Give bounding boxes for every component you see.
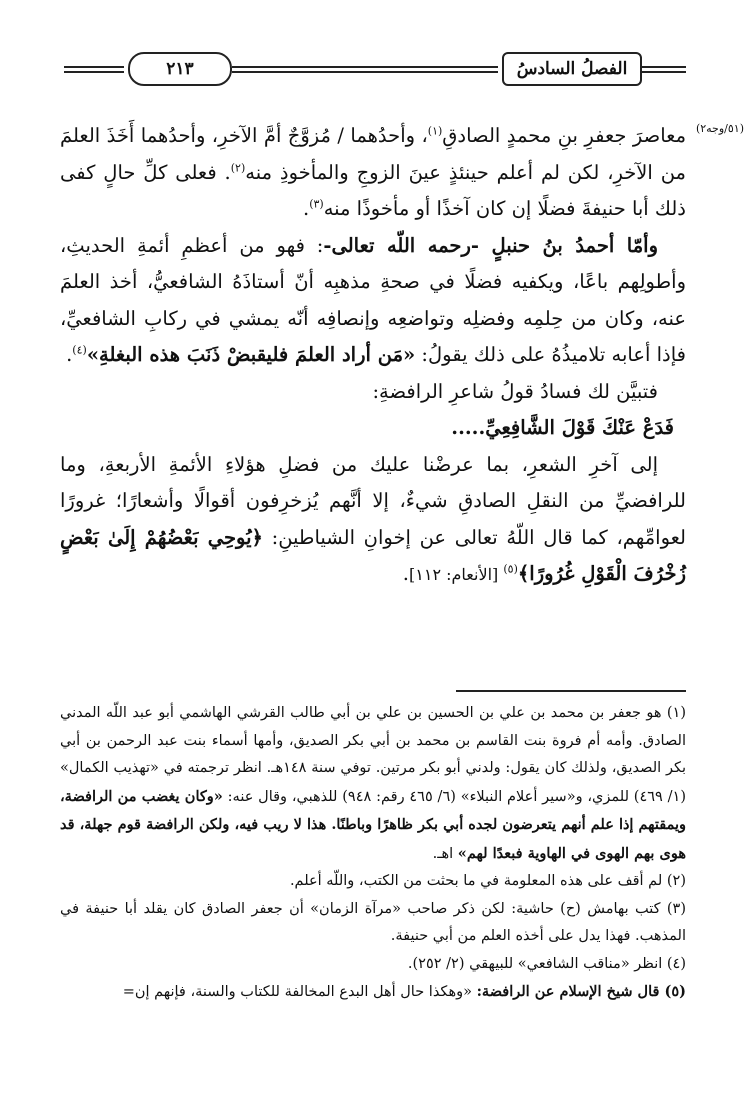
main-text [60, 118, 686, 594]
paragraph [60, 118, 686, 228]
footnote [60, 700, 686, 868]
page-header [64, 52, 686, 92]
text-run: معاصرَ جعفرِ بنِ محمدٍ الصادقِ [442, 124, 687, 147]
header-rule [232, 66, 498, 68]
footnotes [60, 700, 686, 1007]
footnote [60, 978, 686, 1007]
header-rule [64, 71, 124, 73]
header-rule [64, 66, 124, 68]
quran-verse: ﴿يُوحِي بَعْضُهُمْ إِلَىٰ بَعْضٍ زُخْرُفَ الْقَوْلِ غُرُورًا﴾ [60, 525, 686, 585]
footnote: (٢) لم أقف على هذه المعلومة في ما بحثت من الكتب، واللّه أعلم. [289, 873, 686, 889]
text-run: اهـ. [432, 845, 458, 862]
text-run: (١) هو جعفر بن محمد بن علي بن الحسين بن علي بن أبي طالب القرشي الهاشمي أبو عبد اللّه المدني الصادق. وأمه أم فروة بنت القاسم بن محمد بن أبي بكر الصديق، وأمها أسماء بنت عبد الرحمن بن أبي بكر الصديق، ولذلك كان يقول: ولدني أبو بكر مرتين. توفي سنة ١٤٨هـ. انظر ترجمته في «تهذيب الكمال» (١/ ٤٦٩) للمزي، و«سير أعلام النبلاء» (٦/ ٤٦٥ رقم: ٩٤٨) للذهبي، وقال عنه: [60, 705, 687, 805]
footnote: (٣) كتب بهامش (ح) حاشية: لكن ذكر صاحب «مرآة الزمان» أن جعفر الصادق كان يقلد أبا حنيفة في المذهب. فهذا يدل على أخذه العلم من أبي حنيفة. [60, 900, 686, 944]
footnote-marker[interactable]: (٢) [230, 161, 246, 174]
text-run: : فهو من أعظمِ أئمةِ الحديثِ، وأطولِهم باعًا، ويكفيه فضلًا في صحةِ مذهبِه أنّ أستاذَهُ الشافعيُّ، أخذ العلمَ عنه، وكان من حِلمِه وفضلِه وتواضعِه وإنصافِه أنّه يمشي في ركابِ الشافعيِّ، فإذا أعابه تلاميذُهُ على ذلك يقولُ: [60, 233, 686, 366]
footnote-lead: (٥) قال شيخ الإسلام عن الرافضة: [476, 983, 686, 1000]
footnote-marker[interactable]: (٣) [309, 197, 324, 211]
footnote-marker[interactable]: (٥) [503, 562, 518, 576]
text-run: . [402, 562, 409, 585]
text-run: . [302, 197, 310, 220]
footnote-separator [456, 690, 686, 692]
quotation: «مَن أراد العلمَ فليقبضْ ذَنَبَ هذه البغلةِ» [86, 343, 416, 366]
footnote-marker[interactable]: (٤) [72, 343, 87, 357]
chapter-title: الفصلُ السادسُ [502, 52, 642, 86]
text-run: ، وأحدُهما / مُزوَّجٌ أمَّ الآخرِ، وأحدُهما أَخَذَ العلمَ من الآخرِ، لكن لم أعلم حينئذٍ عينَ الزوجِ والمأخوذِ منه [60, 124, 686, 184]
text-run: . [66, 343, 73, 366]
header-rule [642, 66, 686, 68]
text-run: إلى آخرِ الشعرِ، بما عرضْنا عليك من فضلِ هؤلاءِ الأئمةِ الأربعةِ، وما للرافضيِّ من النقلِ الصادقِ شيءٌ، إلا أنَّهم يُزخرِفون أقوالًا وأشعارًا؛ غرورًا لعوامِّهم، كما قال اللّهُ تعالى عن إخوانِ الشياطينِ: [60, 452, 686, 549]
header-rule [232, 71, 498, 73]
page-number: ٢١٣ [128, 52, 232, 86]
text-run: . فعلى كلِّ حالٍ كفى ذلك أبا حنيفةَ فضلًا إن كان آخذًا أو مأخوذًا منه [60, 160, 686, 220]
paragraph [60, 374, 686, 411]
paragraph [60, 228, 686, 374]
heading-phrase: وأمّا أحمدُ بنُ حنبلٍ -رحمه اللّه تعالى- [323, 233, 659, 257]
poem-line: فَدَعْ عَنْكَ قَوْلَ الشَّافِعِيِّ..... [451, 416, 674, 439]
quotation: «وكان يغضب من الرافضة، ويمقتهم إذا علم أنهم يتعرضون لجده أبي بكر ظاهرًا وباطنًا. هذا لا ريب فيه، ولكن الرافضة قوم جهلة، قد هوى بهم الهوى في الهاوية فبعدًا لهم» [60, 787, 686, 862]
text-run: فتبيَّن لك فسادُ قولُ شاعرِ الرافضةِ: [372, 379, 658, 403]
text-run: «وهكذا حال أهل البدع المخالفة للكتاب والسنة، فإنهم إن= [122, 984, 477, 1000]
footnote-marker[interactable]: (١) [427, 124, 443, 138]
header-rule [642, 71, 686, 73]
footnote: (٤) انظر «مناقب الشافعي» للبيهقي (٢/ ٢٥٢). [407, 955, 686, 972]
paragraph [60, 447, 686, 594]
manuscript-folio-note: (٥١/وجه٢) [695, 122, 744, 135]
verse-reference: [الأنعام: ١١٢] [409, 565, 504, 584]
